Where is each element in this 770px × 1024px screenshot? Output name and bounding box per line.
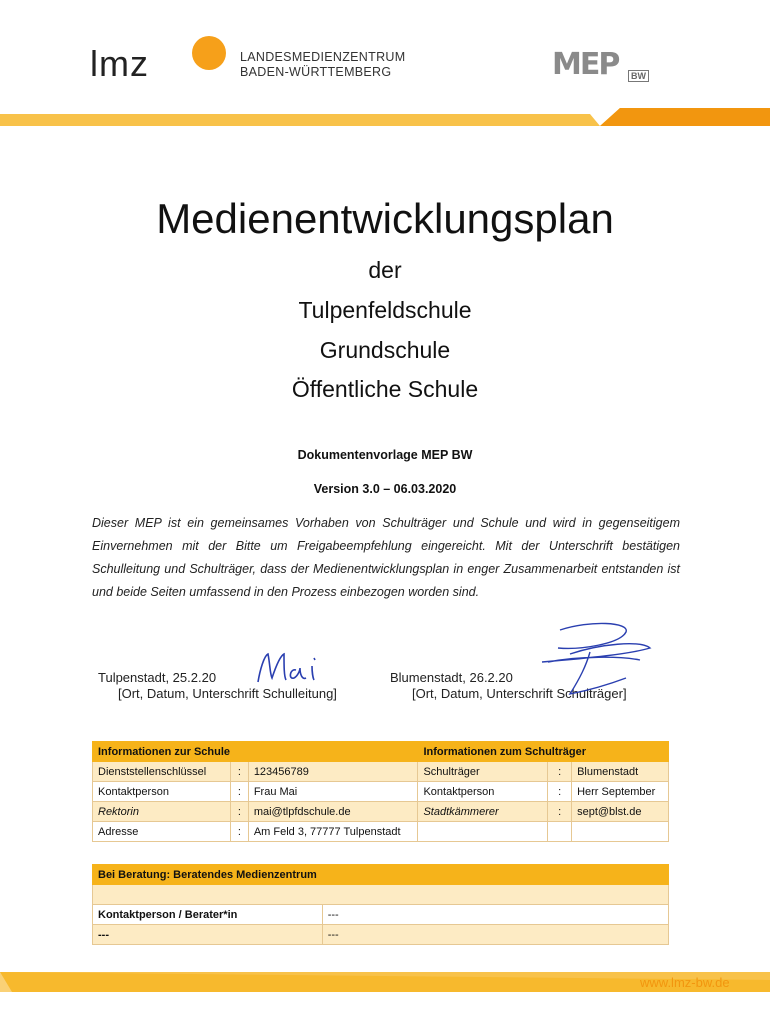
orange-circle-icon: [192, 36, 226, 70]
mep-bw-badge: BW: [628, 70, 649, 82]
mep-bw-logo: [552, 47, 652, 86]
table-row: [93, 782, 669, 802]
school-info-header: Informationen zur Schule: [93, 742, 418, 762]
right-caption: [Ort, Datum, Unterschrift Schulträger]: [412, 686, 627, 701]
row-separator: :: [548, 802, 572, 822]
carrier-info-header: Informationen zum Schulträger: [418, 742, 669, 762]
template-label: Dokumentenvorlage MEP BW: [297, 448, 473, 462]
row-label: Rektorin: [93, 802, 231, 822]
advice-spacer-row: [93, 885, 669, 905]
row-value: Am Feld 3, 77777 Tulpenstadt: [248, 822, 418, 842]
row-value: Blumenstadt: [572, 762, 669, 782]
school-status: Öffentliche Schule: [291, 376, 479, 402]
lmz-wordmark: lmz: [90, 43, 149, 84]
school-name: Tulpenfeldschule: [298, 297, 472, 323]
advice-row-label: Kontaktperson / Berater*in: [93, 905, 323, 925]
advice-row-value: ---: [322, 925, 668, 945]
handwritten-signature-september: [530, 618, 660, 703]
row-label: Kontaktperson: [418, 782, 548, 802]
row-separator: :: [548, 782, 572, 802]
row-separator: :: [230, 782, 248, 802]
table-row: [93, 885, 669, 905]
advice-row-value: ---: [322, 905, 668, 925]
row-separator: :: [548, 762, 572, 782]
lmz-logo: [90, 36, 406, 96]
info-table-header: [93, 742, 669, 762]
header-orange-bar: [0, 108, 770, 126]
advice-header: Bei Beratung: Beratendes Medienzentrum: [93, 865, 669, 885]
table-row: [93, 925, 669, 945]
row-label: Kontaktperson: [93, 782, 231, 802]
version-label: Version 3.0 – 06.03.2020: [313, 482, 457, 496]
row-value: sept@blst.de: [572, 802, 669, 822]
row-separator: :: [230, 762, 248, 782]
intro-paragraph: Dieser MEP ist ein gemeinsames Vorhaben von Schulträger und Schule und wird in gegenseitigem Einvernehmen mit der Bitte um Freigabeempfehlung eingereicht. Mit der Unterschrift bestätigen Schulleitung und Schulträger, dass der Medienentwicklungsplan in enger Zusammenarbeit entstanden ist und beide Seiten umfassend in den Prozess einbezogen worden sind.: [92, 516, 680, 599]
info-table: [92, 741, 669, 842]
advice-row-label: ---: [93, 925, 323, 945]
footer-url[interactable]: www.lmz-bw.de: [640, 975, 730, 990]
row-value: mai@tlpfdschule.de: [248, 802, 418, 822]
document-title: Medienentwicklungsplan: [156, 195, 614, 242]
mep-wordmark: MEP: [552, 47, 619, 82]
advice-table-header: [93, 865, 669, 885]
handwritten-signature-mai: [252, 648, 327, 688]
table-row: [93, 822, 669, 842]
row-label: Dienststellenschlüssel: [93, 762, 231, 782]
row-label: Stadtkämmerer: [418, 802, 548, 822]
lmz-full-name: [240, 50, 405, 80]
row-value: Frau Mai: [248, 782, 418, 802]
table-row: [93, 905, 669, 925]
row-value: [572, 822, 669, 842]
left-place-date: Tulpenstadt, 25.2.20: [98, 670, 217, 685]
right-place-date: Blumenstadt, 26.2.20: [390, 670, 513, 685]
row-label: [418, 822, 548, 842]
row-label: Schulträger: [418, 762, 548, 782]
row-label: Adresse: [93, 822, 231, 842]
subtitle-der: der: [368, 257, 402, 283]
table-row: [93, 802, 669, 822]
row-separator: :: [230, 802, 248, 822]
school-type: Grundschule: [319, 337, 451, 363]
lmz-name-line1: LANDESMEDIENZENTRUM: [240, 50, 406, 64]
lmz-name-line2: BADEN-WÜRTTEMBERG: [240, 65, 392, 79]
table-row: [93, 762, 669, 782]
row-value: 123456789: [248, 762, 418, 782]
row-separator: [548, 822, 572, 842]
advice-table: [92, 864, 669, 945]
row-value: Herr September: [572, 782, 669, 802]
row-separator: :: [230, 822, 248, 842]
left-caption: [Ort, Datum, Unterschrift Schulleitung]: [118, 686, 337, 701]
